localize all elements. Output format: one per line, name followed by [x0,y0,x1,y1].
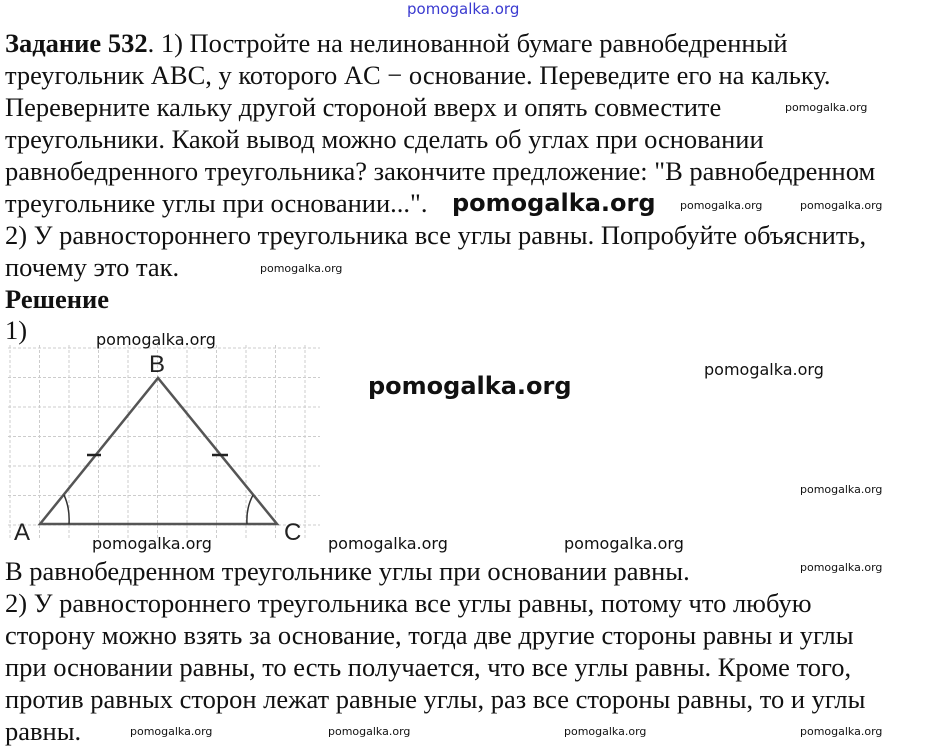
watermark: pomogalka.org [800,725,883,738]
solution-line: равны. [5,716,82,746]
watermark: pomogalka.org [452,189,656,217]
watermark: pomogalka.org [92,534,212,553]
watermark: pomogalka.org [564,534,684,553]
part-1-label: 1) [5,315,28,345]
triangle-abc [40,378,277,524]
angle-arc-c [247,495,253,524]
task-title: Задание 532 [5,28,148,58]
task-line: треугольнике углы при основании...". [5,188,428,218]
task-line: равнобедренного треугольника? закончите предложение: "В равнобедренном [5,156,876,186]
watermark: pomogalka.org [564,725,647,738]
watermark: pomogalka.org [328,725,411,738]
task-line: 2) У равностороннего треугольника все углы равны. Попробуйте объяснить, [5,220,867,250]
triangle-figure [0,340,330,545]
task-line: Задание 532. 1) Постройте на нелинованной бумаге равнобедренный [5,28,788,58]
watermark: pomogalka.org [680,199,763,212]
solution-line: 2) У равностороннего треугольника все углы равны, потому что любую [5,588,812,618]
watermark: pomogalka.org [407,0,520,18]
task-line: Переверните кальку другой стороной вверх и опять совместите [5,92,722,122]
task-line: почему это так. [5,252,180,282]
vertex-b-label: B [149,351,166,378]
watermark: pomogalka.org [328,534,448,553]
watermark: pomogalka.org [800,561,883,574]
watermark: pomogalka.org [96,330,216,349]
watermark: pomogalka.org [260,262,343,275]
vertex-c-label: C [284,519,302,545]
solution-heading: Решение [5,284,110,314]
watermark: pomogalka.org [785,101,868,114]
watermark: pomogalka.org [368,372,572,400]
task-line: треугольники. Какой вывод можно сделать об углах при основании [5,124,764,154]
watermark: pomogalka.org [704,360,824,379]
solution-line: против равных сторон лежат равные углы, раз все стороны равны, то и углы [5,684,866,714]
task-line: треугольник ABC, у которого AC − основание. Переведите его на кальку. [5,60,831,90]
solution-line: сторону можно взять за основание, тогда две другие стороны равны и углы [5,620,854,650]
solution-line: при основании равны, то есть получается, что все углы равны. Кроме того, [5,652,852,682]
watermark: pomogalka.org [130,725,213,738]
solution-line: В равнобедренном треугольнике углы при основании равны. [5,556,690,586]
watermark: pomogalka.org [800,199,883,212]
watermark: pomogalka.org [800,483,883,496]
angle-arc-a [64,495,69,524]
vertex-a-label: A [14,519,31,545]
